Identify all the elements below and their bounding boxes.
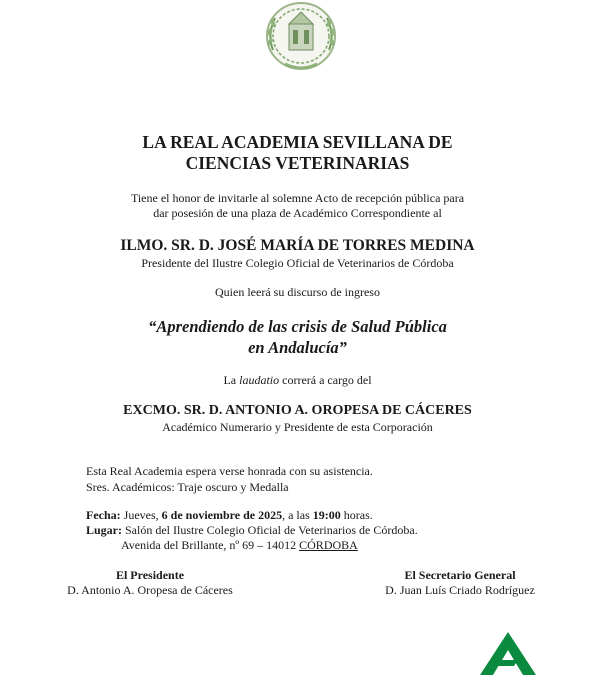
president-name: D. Antonio A. Oropesa de Cáceres xyxy=(67,583,233,597)
time-prefix: , a las xyxy=(282,508,313,522)
event-place-line xyxy=(86,523,418,538)
secretary-title: El Secretario General xyxy=(404,568,516,582)
honoree-position: Presidente del Ilustre Colegio Oficial de Veterinarios de Córdoba xyxy=(141,256,454,270)
presenter-position: Académico Numerario y Presidente de esta Corporación xyxy=(162,420,433,434)
date-label: Fecha: xyxy=(86,508,121,522)
academy-seal-logo xyxy=(255,0,347,74)
time-suffix: horas. xyxy=(340,508,373,522)
time-value: 19:00 xyxy=(312,508,341,522)
speech-intro: Quien leerá su discurso de ingreso xyxy=(215,285,380,299)
academy-title-line-1: LA REAL ACADEMIA SEVILLANA DE xyxy=(142,132,453,152)
invite-text-line-1: Tiene el honor de invitarle al solemne Acto de recepción pública para xyxy=(130,191,465,205)
presenter-name: EXCMO. SR. D. ANTONIO A. OROPESA DE CÁCERES xyxy=(123,403,472,418)
laudatio-word: laudatio xyxy=(239,373,280,387)
date-prefix: Jueves, xyxy=(120,508,162,522)
event-date-line xyxy=(86,508,373,523)
attendance-note: Esta Real Academia espera verse honrada con su asistencia. xyxy=(86,464,373,478)
invite-text-line-2: dar posesión de una plaza de Académico Correspondiente al xyxy=(153,206,442,220)
lecture-title-line-1: “Aprendiendo de las crisis de Salud Pública xyxy=(148,317,447,336)
laudatio-line xyxy=(0,373,595,388)
lecture-title-line-2: en Andalucía” xyxy=(248,338,347,357)
secretary-name: D. Juan Luís Criado Rodríguez xyxy=(385,583,535,597)
academy-title-line-2: CIENCIAS VETERINARIAS xyxy=(185,153,410,173)
dress-code-note: Sres. Académicos: Traje oscuro y Medalla xyxy=(86,480,289,494)
address-city: CÓRDOBA xyxy=(299,538,358,552)
laudatio-suffix: correrá a cargo del xyxy=(279,373,372,387)
andalucia-logo xyxy=(476,630,540,675)
laudatio-prefix: La xyxy=(223,373,240,387)
address-prefix: Avenida del Brillante, nº 69 – 14012 xyxy=(121,538,300,552)
date-value: 6 de noviembre de 2025 xyxy=(161,508,283,522)
event-address-line xyxy=(121,538,358,553)
president-title: El Presidente xyxy=(115,568,185,582)
honoree-name: ILMO. SR. D. JOSÉ MARÍA DE TORRES MEDINA xyxy=(120,237,475,254)
place-label: Lugar: xyxy=(86,523,122,537)
place-value: Salón del Ilustre Colegio Oficial de Veterinarios de Córdoba. xyxy=(122,523,418,537)
